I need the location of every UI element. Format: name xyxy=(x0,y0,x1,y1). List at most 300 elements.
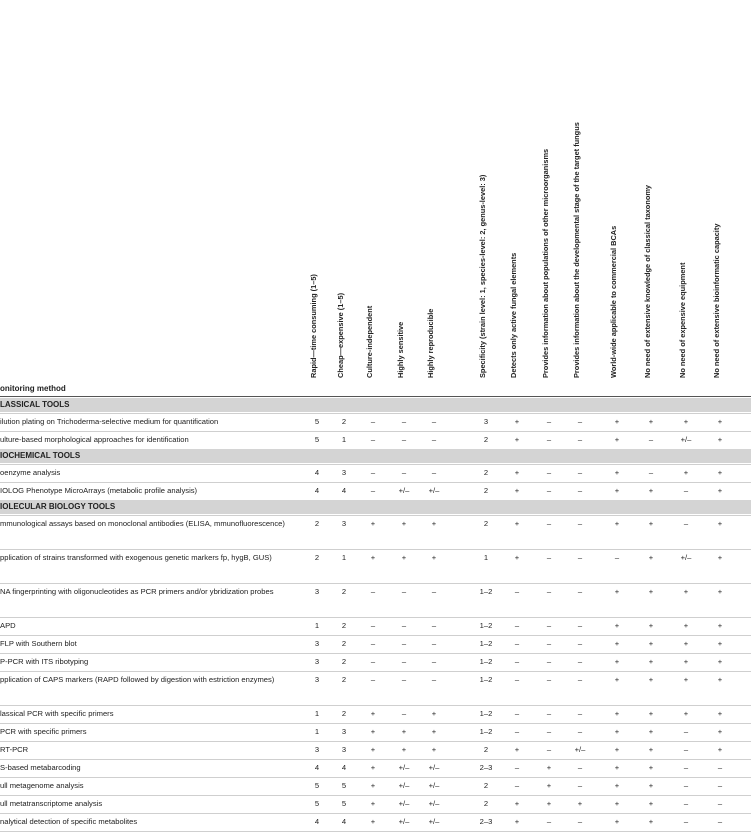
cell-value: + xyxy=(614,657,620,666)
table-row xyxy=(0,705,751,723)
cell-value: + xyxy=(614,519,620,528)
cell-value: + xyxy=(717,709,723,718)
cell-value: 3 xyxy=(341,468,347,477)
column-header-label: No need of expensive equipment xyxy=(678,262,687,378)
cell-value: + xyxy=(370,763,376,772)
cell-value: – xyxy=(514,781,520,790)
header-rule xyxy=(0,396,751,397)
table-row xyxy=(0,635,751,653)
cell-value: – xyxy=(717,799,723,808)
cell-value: 2 xyxy=(341,675,347,684)
cell-value: – xyxy=(683,745,689,754)
cell-value: + xyxy=(717,519,723,528)
cell-value: 5 xyxy=(314,799,320,808)
column-header-label: Culture-independent xyxy=(365,305,374,378)
cell-value: + xyxy=(514,486,520,495)
cell-value: – xyxy=(370,435,376,444)
cell-value: 2 xyxy=(483,435,489,444)
cell-value: 3 xyxy=(341,519,347,528)
cell-value: + xyxy=(370,727,376,736)
cell-value: + xyxy=(614,727,620,736)
method-name: P-PCR with ITS ribotyping xyxy=(0,657,89,666)
cell-value: 4 xyxy=(314,486,320,495)
cell-value: + xyxy=(648,763,654,772)
cell-value: 2 xyxy=(483,486,489,495)
cell-value: + xyxy=(614,587,620,596)
cell-value: + xyxy=(431,745,437,754)
cell-value: – xyxy=(514,657,520,666)
table-row xyxy=(0,723,751,741)
table-row xyxy=(0,741,751,759)
cell-value: 2 xyxy=(483,745,489,754)
cell-value: 1–2 xyxy=(479,709,493,718)
column-header-label: Detects only active fungal elements xyxy=(509,252,518,378)
cell-value: – xyxy=(717,763,723,772)
cell-value: – xyxy=(401,417,407,426)
cell-value: + xyxy=(717,745,723,754)
cell-value: + xyxy=(614,417,620,426)
cell-value: 3 xyxy=(314,745,320,754)
cell-value: 5 xyxy=(341,781,347,790)
cell-value: – xyxy=(577,657,583,666)
cell-value: – xyxy=(514,709,520,718)
column-header-label: Highly sensitive xyxy=(396,321,405,378)
cell-value: – xyxy=(648,435,654,444)
cell-value: + xyxy=(370,745,376,754)
method-name: mmunological assays based on monoclonal antibodies (ELISA, mmunofluorescence) xyxy=(0,519,285,528)
column-header-label: Highly reproducible xyxy=(426,308,435,378)
cell-value: + xyxy=(648,781,654,790)
cell-value: 1 xyxy=(314,709,320,718)
cell-value: + xyxy=(614,435,620,444)
cell-value: + xyxy=(401,727,407,736)
cell-value: + xyxy=(370,519,376,528)
cell-value: + xyxy=(514,417,520,426)
cell-value: + xyxy=(717,553,723,562)
cell-value: – xyxy=(683,781,689,790)
cell-value: – xyxy=(514,727,520,736)
cell-value: + xyxy=(401,745,407,754)
cell-value: 2 xyxy=(341,587,347,596)
table-row xyxy=(0,413,751,431)
column-header xyxy=(426,0,440,384)
cell-value: 3 xyxy=(341,745,347,754)
cell-value: 2 xyxy=(483,781,489,790)
cell-value: + xyxy=(717,587,723,596)
cell-value: 1–2 xyxy=(479,639,493,648)
method-name: S-based metabarcoding xyxy=(0,763,81,772)
table-row xyxy=(0,777,751,795)
cell-value: + xyxy=(648,817,654,826)
cell-value: + xyxy=(614,709,620,718)
cell-value: +/– xyxy=(398,781,410,790)
cell-value: + xyxy=(648,657,654,666)
method-name: pplication of strains transformed with exogenous genetic markers fp, hygB, GUS) xyxy=(0,553,272,562)
cell-value: + xyxy=(431,727,437,736)
table-row xyxy=(0,795,751,813)
cell-value: – xyxy=(577,486,583,495)
cell-value: + xyxy=(614,745,620,754)
cell-value: + xyxy=(614,468,620,477)
cell-value: + xyxy=(717,621,723,630)
method-column-header: onitoring method xyxy=(0,384,66,393)
cell-value: – xyxy=(648,468,654,477)
cell-value: – xyxy=(577,781,583,790)
cell-value: – xyxy=(717,781,723,790)
column-header xyxy=(643,0,657,384)
cell-value: + xyxy=(683,468,689,477)
method-name: IOLOG Phenotype MicroArrays (metabolic profile analysis) xyxy=(0,486,198,495)
cell-value: 5 xyxy=(314,417,320,426)
cell-value: – xyxy=(683,763,689,772)
cell-value: + xyxy=(614,763,620,772)
cell-value: 1 xyxy=(341,435,347,444)
cell-value: 1–2 xyxy=(479,657,493,666)
cell-value: – xyxy=(546,745,552,754)
cell-value: 2 xyxy=(483,468,489,477)
table-row xyxy=(0,813,751,831)
cell-value: 2 xyxy=(314,553,320,562)
cell-value: + xyxy=(648,553,654,562)
cell-value: – xyxy=(431,468,437,477)
cell-value: + xyxy=(683,709,689,718)
cell-value: 4 xyxy=(314,468,320,477)
cell-value: + xyxy=(717,435,723,444)
cell-value: – xyxy=(514,621,520,630)
table-row xyxy=(0,464,751,482)
column-header-label: World-wide applicable to commercial BCAs xyxy=(609,225,618,378)
method-name: PCR with specific primers xyxy=(0,727,87,736)
cell-value: – xyxy=(546,639,552,648)
cell-value: + xyxy=(683,587,689,596)
cell-value: +/– xyxy=(398,817,410,826)
cell-value: 5 xyxy=(314,781,320,790)
table-row xyxy=(0,653,751,671)
cell-value: + xyxy=(577,799,583,808)
cell-value: + xyxy=(614,621,620,630)
cell-value: + xyxy=(614,817,620,826)
cell-value: 3 xyxy=(341,727,347,736)
table-row xyxy=(0,759,751,777)
cell-value: 2 xyxy=(483,519,489,528)
column-header xyxy=(712,0,726,384)
cell-value: + xyxy=(614,486,620,495)
cell-value: + xyxy=(648,639,654,648)
cell-value: + xyxy=(717,675,723,684)
cell-value: + xyxy=(648,709,654,718)
cell-value: – xyxy=(546,727,552,736)
cell-value: 1–2 xyxy=(479,727,493,736)
cell-value: – xyxy=(546,817,552,826)
cell-value: + xyxy=(546,763,552,772)
cell-value: + xyxy=(648,519,654,528)
cell-value: 1–2 xyxy=(479,587,493,596)
column-header-label: Provides information about the developmental stage of the target fungus xyxy=(572,122,581,378)
cell-value: +/– xyxy=(680,553,692,562)
cell-value: – xyxy=(683,799,689,808)
cell-value: + xyxy=(648,675,654,684)
cell-value: – xyxy=(546,486,552,495)
column-header xyxy=(609,0,623,384)
cell-value: – xyxy=(546,468,552,477)
cell-value: + xyxy=(717,468,723,477)
cell-value: – xyxy=(401,468,407,477)
cell-value: 2 xyxy=(341,657,347,666)
cell-value: – xyxy=(401,435,407,444)
cell-value: 2–3 xyxy=(479,763,493,772)
column-header xyxy=(365,0,379,384)
cell-value: – xyxy=(577,587,583,596)
cell-value: – xyxy=(717,817,723,826)
cell-value: – xyxy=(546,709,552,718)
cell-value: 4 xyxy=(314,817,320,826)
cell-value: +/– xyxy=(398,799,410,808)
cell-value: 2–3 xyxy=(479,817,493,826)
cell-value: 5 xyxy=(314,435,320,444)
method-name: nalytical detection of specific metabolites xyxy=(0,817,138,826)
cell-value: – xyxy=(546,519,552,528)
cell-value: – xyxy=(546,675,552,684)
cell-value: + xyxy=(683,417,689,426)
table-row xyxy=(0,549,751,583)
cell-value: – xyxy=(370,486,376,495)
cell-value: + xyxy=(370,553,376,562)
cell-value: + xyxy=(648,486,654,495)
cell-value: 2 xyxy=(341,709,347,718)
cell-value: +/– xyxy=(398,486,410,495)
cell-value: + xyxy=(514,553,520,562)
cell-value: + xyxy=(514,519,520,528)
cell-value: 4 xyxy=(341,817,347,826)
cell-value: – xyxy=(431,621,437,630)
cell-value: 5 xyxy=(341,799,347,808)
cell-value: 1 xyxy=(341,553,347,562)
section-header: IOLECULAR BIOLOGY TOOLS xyxy=(0,500,751,514)
cell-value: 2 xyxy=(483,799,489,808)
cell-value: 4 xyxy=(341,486,347,495)
cell-value: – xyxy=(577,763,583,772)
cell-value: – xyxy=(431,587,437,596)
cell-value: – xyxy=(546,621,552,630)
cell-value: – xyxy=(514,587,520,596)
cell-value: + xyxy=(370,817,376,826)
cell-value: – xyxy=(546,435,552,444)
column-header-label: Specificity (strain level: 1, species-level: 2, genus-level: 3) xyxy=(478,174,487,378)
cell-value: – xyxy=(546,553,552,562)
cell-value: 2 xyxy=(341,639,347,648)
cell-value: + xyxy=(614,799,620,808)
cell-value: + xyxy=(648,587,654,596)
method-name: NA fingerprinting with oligonucleotides as PCR primers and/or ybridization probes xyxy=(0,587,274,596)
column-header xyxy=(336,0,350,384)
cell-value: – xyxy=(683,486,689,495)
cell-value: 1 xyxy=(314,621,320,630)
cell-value: – xyxy=(683,519,689,528)
cell-value: + xyxy=(648,727,654,736)
cell-value: + xyxy=(717,727,723,736)
cell-value: – xyxy=(577,817,583,826)
cell-value: 4 xyxy=(314,763,320,772)
cell-value: +/– xyxy=(428,817,440,826)
method-name: pplication of CAPS markers (RAPD followed by digestion with estriction enzymes) xyxy=(0,675,275,684)
cell-value: – xyxy=(577,435,583,444)
cell-value: – xyxy=(577,519,583,528)
cell-value: 1 xyxy=(483,553,489,562)
column-header-label: No need of extensive knowledge of classical taxonomy xyxy=(643,184,652,378)
cell-value: + xyxy=(717,486,723,495)
cell-value: – xyxy=(401,621,407,630)
cell-value: + xyxy=(648,621,654,630)
cell-value: + xyxy=(431,709,437,718)
cell-value: – xyxy=(431,657,437,666)
cell-value: + xyxy=(717,639,723,648)
cell-value: – xyxy=(401,639,407,648)
cell-value: 2 xyxy=(341,621,347,630)
cell-value: – xyxy=(514,639,520,648)
column-header xyxy=(509,0,523,384)
cell-value: +/– xyxy=(428,486,440,495)
cell-value: 3 xyxy=(314,587,320,596)
cell-value: + xyxy=(717,417,723,426)
cell-value: – xyxy=(370,587,376,596)
cell-value: + xyxy=(683,657,689,666)
column-header xyxy=(478,0,492,384)
cell-value: 3 xyxy=(314,657,320,666)
cell-value: +/– xyxy=(398,763,410,772)
table-row xyxy=(0,515,751,549)
cell-value: + xyxy=(401,519,407,528)
method-name: oenzyme analysis xyxy=(0,468,61,477)
cell-value: + xyxy=(648,417,654,426)
cell-value: + xyxy=(546,781,552,790)
cell-value: + xyxy=(370,709,376,718)
table-row xyxy=(0,617,751,635)
method-name: RT-PCR xyxy=(0,745,29,754)
column-header xyxy=(572,0,586,384)
cell-value: + xyxy=(514,745,520,754)
cell-value: – xyxy=(546,587,552,596)
section-header: IOCHEMICAL TOOLS xyxy=(0,449,751,463)
cell-value: + xyxy=(614,675,620,684)
cell-value: – xyxy=(370,417,376,426)
table-row xyxy=(0,583,751,617)
cell-value: + xyxy=(683,639,689,648)
cell-value: 1 xyxy=(314,727,320,736)
cell-value: – xyxy=(683,727,689,736)
cell-value: + xyxy=(546,799,552,808)
table-row xyxy=(0,482,751,500)
cell-value: – xyxy=(577,727,583,736)
table-row xyxy=(0,671,751,705)
cell-value: + xyxy=(717,657,723,666)
column-header xyxy=(309,0,323,384)
method-name: lassical PCR with specific primers xyxy=(0,709,114,718)
cell-value: + xyxy=(514,817,520,826)
cell-value: + xyxy=(514,468,520,477)
cell-value: – xyxy=(514,675,520,684)
cell-value: + xyxy=(648,745,654,754)
cell-value: 3 xyxy=(483,417,489,426)
cell-value: +/– xyxy=(428,799,440,808)
method-name: FLP with Southern blot xyxy=(0,639,77,648)
cell-value: – xyxy=(401,675,407,684)
cell-value: – xyxy=(431,639,437,648)
cell-value: + xyxy=(431,519,437,528)
cell-value: 4 xyxy=(341,763,347,772)
cell-value: 3 xyxy=(314,639,320,648)
cell-value: – xyxy=(577,675,583,684)
cell-value: + xyxy=(370,799,376,808)
cell-value: – xyxy=(577,639,583,648)
cell-value: – xyxy=(401,709,407,718)
cell-value: +/– xyxy=(428,763,440,772)
cell-value: + xyxy=(514,799,520,808)
cell-value: – xyxy=(370,675,376,684)
cell-value: + xyxy=(683,621,689,630)
cell-value: – xyxy=(577,553,583,562)
cell-value: + xyxy=(431,553,437,562)
cell-value: 3 xyxy=(314,675,320,684)
cell-value: +/– xyxy=(574,745,586,754)
cell-value: 1–2 xyxy=(479,621,493,630)
cell-value: + xyxy=(614,639,620,648)
column-header-label: Cheap—expensive (1–5) xyxy=(336,292,345,378)
cell-value: + xyxy=(683,675,689,684)
cell-value: – xyxy=(546,657,552,666)
cell-value: 2 xyxy=(314,519,320,528)
cell-value: – xyxy=(401,657,407,666)
table-row xyxy=(0,431,751,449)
cell-value: + xyxy=(648,799,654,808)
section-header: LASSICAL TOOLS xyxy=(0,398,751,412)
cell-value: – xyxy=(514,763,520,772)
cell-value: – xyxy=(431,675,437,684)
cell-value: – xyxy=(370,468,376,477)
cell-value: 2 xyxy=(341,417,347,426)
cell-value: – xyxy=(401,587,407,596)
column-header-label: Provides information about populations of other microorganisms xyxy=(541,148,550,378)
cell-value: – xyxy=(370,621,376,630)
cell-value: – xyxy=(577,468,583,477)
cell-value: + xyxy=(401,553,407,562)
method-name: ull metagenome analysis xyxy=(0,781,84,790)
cell-value: +/– xyxy=(428,781,440,790)
cell-value: – xyxy=(577,417,583,426)
cell-value: + xyxy=(514,435,520,444)
cell-value: – xyxy=(546,417,552,426)
cell-value: – xyxy=(614,553,620,562)
cell-value: + xyxy=(370,781,376,790)
cell-value: – xyxy=(370,657,376,666)
cell-value: – xyxy=(431,435,437,444)
cell-value: – xyxy=(683,817,689,826)
column-header-label: Rapid—time consuming (1–5) xyxy=(309,274,318,378)
method-name: APD xyxy=(0,621,16,630)
cell-value: – xyxy=(577,709,583,718)
column-header xyxy=(396,0,410,384)
column-header-label: No need of extensive bioinformatic capacity xyxy=(712,223,721,378)
cell-value: – xyxy=(577,621,583,630)
cell-value: + xyxy=(614,781,620,790)
cell-value: – xyxy=(370,639,376,648)
method-name: ilution plating on Trichoderma-selective medium for quantification xyxy=(0,417,219,426)
cell-value: 1–2 xyxy=(479,675,493,684)
cell-value: +/– xyxy=(680,435,692,444)
column-header xyxy=(678,0,692,384)
column-header xyxy=(541,0,555,384)
method-name: ulture-based morphological approaches for identification xyxy=(0,435,189,444)
method-name: ull metatranscriptome analysis xyxy=(0,799,103,808)
